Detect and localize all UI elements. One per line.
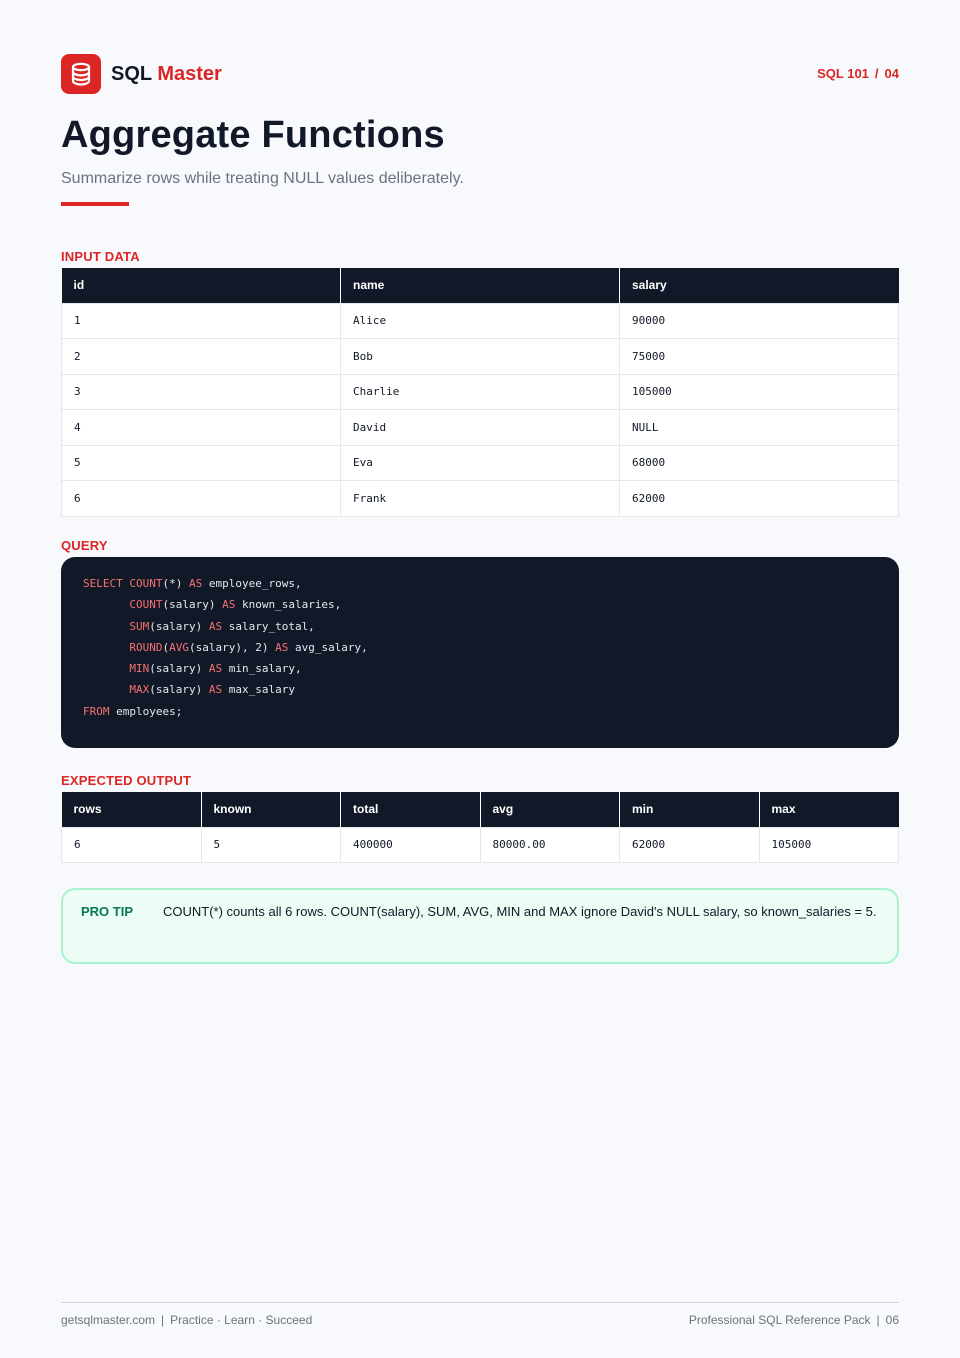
page-subtitle: Summarize rows while treating NULL values deliberately. (61, 170, 464, 187)
table-cell: 1 (62, 303, 341, 339)
sql-text: avg_salary, (288, 640, 368, 654)
table-cell: 90000 (620, 303, 899, 339)
code-line (83, 658, 877, 679)
sql-keyword: COUNT (129, 577, 163, 590)
pro-tip-callout (61, 888, 899, 964)
footer-page-number: 06 (885, 1313, 899, 1327)
brand-name (111, 63, 222, 86)
table-cell: Eva (341, 445, 620, 481)
table-cell: 3 (62, 374, 341, 410)
brand-name-part1: SQL (111, 62, 152, 85)
pro-tip-text: COUNT(*) counts all 6 rows. COUNT(salary), SUM, AVG, MIN and MAX ignore David's NULL salary, so known_salaries = 5. (163, 904, 877, 919)
sql-text: (salary) (149, 619, 209, 633)
breadcrumb-separator: / (874, 66, 879, 81)
sql-text: salary_total, (222, 619, 315, 633)
sql-keyword: COUNT (129, 598, 163, 612)
input-header-salary: salary (620, 268, 899, 303)
sql-keyword: AS (222, 598, 236, 612)
table-cell: Frank (341, 481, 620, 517)
sql-text (83, 662, 129, 675)
output-header-avg: avg (480, 792, 620, 827)
expected-output-label: EXPECTED OUTPUT (61, 773, 192, 788)
table-cell: 68000 (620, 445, 899, 481)
query-label: QUERY (61, 538, 108, 553)
sql-text: max_salary (222, 683, 295, 697)
breadcrumb (817, 66, 899, 81)
table-cell: 4 (62, 410, 341, 446)
sql-keyword: AS (189, 577, 203, 590)
sql-keyword: SUM (129, 619, 150, 633)
output-header-rows: rows (62, 792, 202, 827)
table-cell: David (341, 410, 620, 446)
input-data-label: INPUT DATA (61, 249, 140, 264)
page (61, 0, 899, 1358)
code-line (83, 637, 877, 658)
table-cell: NULL (620, 410, 899, 446)
code-line (83, 616, 877, 637)
sql-keyword: AS (208, 619, 223, 633)
table-cell: Alice (341, 303, 620, 339)
table-cell: 5 (201, 827, 341, 863)
sql-keyword: SELECT (83, 577, 123, 590)
table-cell: Charlie (341, 374, 620, 410)
table-cell: 6 (62, 827, 202, 863)
sql-keyword: MAX (129, 683, 150, 697)
table-cell: 62000 (620, 481, 899, 517)
table-cell: 2 (62, 339, 341, 375)
table-row (62, 410, 899, 446)
table-row (62, 445, 899, 481)
table-cell: 6 (62, 481, 341, 517)
sql-keyword: ROUND (129, 640, 163, 654)
sql-text (83, 620, 129, 633)
input-data-table (61, 268, 899, 517)
sql-text: employees; (109, 704, 183, 718)
table-cell: 62000 (620, 827, 760, 863)
title-underline (61, 202, 129, 206)
table-row (62, 481, 899, 517)
breadcrumb-lesson: 04 (884, 66, 899, 81)
code-line (83, 679, 877, 700)
table-cell: 80000.00 (480, 827, 620, 863)
sql-keyword: AVG (169, 640, 189, 654)
footer-pack-name: Professional SQL Reference Pack (688, 1313, 871, 1327)
footer-left: getsqlmaster.com | Practice · Learn · Succeed (61, 1313, 313, 1327)
sql-text: (salary) (149, 683, 209, 697)
table-row (62, 374, 899, 410)
footer-right: Professional SQL Reference Pack | 06 (688, 1313, 899, 1327)
sql-text: (salary) (149, 662, 209, 676)
footer-tagline: Practice · Learn · Succeed (170, 1313, 313, 1327)
sql-text: min_salary, (222, 662, 302, 676)
sql-text (83, 598, 129, 611)
code-block[interactable] (61, 557, 899, 748)
table-row (62, 303, 899, 339)
sql-text (83, 683, 129, 696)
database-icon (61, 54, 101, 94)
table-row (62, 339, 899, 375)
sql-keyword: MIN (129, 662, 150, 676)
expected-output-table (61, 792, 899, 863)
sql-keyword: AS (275, 640, 289, 654)
sql-text: (salary) (162, 598, 223, 612)
table-cell: Bob (341, 339, 620, 375)
sql-keyword: AS (208, 662, 223, 676)
table-cell: 75000 (620, 339, 899, 375)
code-line (83, 573, 877, 594)
sql-text: known_salaries, (235, 598, 342, 612)
input-header-id: id (62, 268, 341, 303)
sql-text: (*) (162, 577, 189, 590)
output-header-known: known (201, 792, 341, 827)
output-header-min: min (620, 792, 760, 827)
sql-text: (salary), 2) (188, 640, 276, 654)
table-cell: 400000 (341, 827, 481, 863)
pro-tip-label: PRO TIP (81, 904, 134, 919)
brand[interactable] (61, 54, 222, 94)
code-line (83, 701, 877, 722)
code-line (83, 594, 877, 615)
output-header-total: total (341, 792, 481, 827)
page-title: Aggregate Functions (61, 114, 445, 156)
sql-text: employee_rows, (202, 577, 302, 590)
footer-site-link[interactable]: getsqlmaster.com (61, 1313, 156, 1327)
breadcrumb-course[interactable]: SQL 101 (817, 66, 869, 81)
sql-text: ( (162, 640, 170, 654)
brand-name-part2: Master (157, 62, 222, 85)
sql-keyword: AS (208, 683, 223, 697)
input-header-name: name (341, 268, 620, 303)
output-header-max: max (759, 792, 899, 827)
sql-text (83, 641, 129, 654)
table-cell: 5 (62, 445, 341, 481)
table-cell: 105000 (620, 374, 899, 410)
sql-keyword: FROM (83, 704, 110, 718)
table-cell: 105000 (759, 827, 899, 863)
footer-divider (61, 1302, 899, 1303)
table-row (62, 827, 899, 863)
